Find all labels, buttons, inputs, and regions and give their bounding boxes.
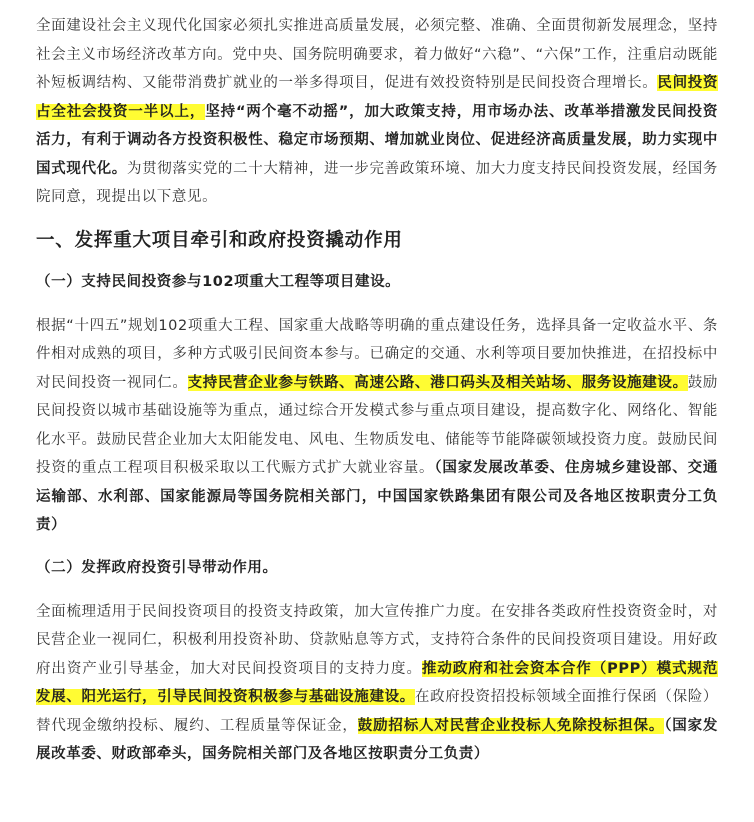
sub2-highlight-2: 鼓励招标人对民营企业投标人免除投标担保。 <box>357 717 665 734</box>
intro-highlight: 民间投资占全社会投资一半以上， <box>36 75 718 120</box>
intro-text-1: 全面建设社会主义现代化国家必须扎实推进高质量发展，必须完整、准确、全面贯彻新发展理念，坚持社会主义市场经济改革方向。党中央、国务院明确要求，着力做好“六稳”、“六保”工作，注重启动既能补短板调结构、又能带消费扩就业的一举多得项目，促进有效投资特别是民间投资合理增长。 <box>36 18 718 91</box>
sub2-text-2: 在政府投资招投标领域全面推行保函（保险）替代现金缴纳投标、履约、工程质量等保证金， <box>36 689 718 734</box>
section-1-heading: 一、发挥重大项目牵引和政府投资撬动作用 <box>36 229 403 251</box>
sub1-responsible-parties: （国家发展改革委、住房城乡建设部、交通运输部、水利部、国家能源局等国务院相关部门，中国国家铁路集团有限公司及各地区按职责分工负责） <box>36 460 718 533</box>
subsection-1-paragraph <box>36 312 718 540</box>
intro-bold: 坚持“两个毫不动摇”，加大政策支持，用市场办法、改革举措激发民间投资活力，有利于调动各方投资积极性、稳定市场预期、增加就业岗位、促进经济高质量发展，助力实现中国式现代化。 <box>36 103 718 177</box>
intro-paragraph <box>36 12 718 212</box>
subsection-1-heading: （一）支持民间投资参与102项重大工程等项目建设。 <box>36 273 401 290</box>
sub1-text-1: 根据“十四五”规划102项重大工程、国家重大战略等明确的重点建设任务，选择具备一定收益水平、条件相对成熟的项目，多种方式吸引民间资本参与。已确定的交通、水利等项目要加快推进，在招投标中对民间投资一视同仁。 <box>36 317 718 391</box>
sub1-highlight: 支持民营企业参与铁路、高速公路、港口码头及相关站场、服务设施建设。 <box>187 374 688 391</box>
sub2-highlight-1: 推动政府和社会资本合作（PPP）模式规范发展、阳光运行，引导民间投资积极参与基础设施建设。 <box>36 660 718 705</box>
sub1-text-2: 鼓励民间投资以城市基础设施等为重点，通过综合开发模式参与重点项目建设，提高数字化、网络化、智能化水平。鼓励民营企业加大太阳能发电、风电、生物质发电、储能等节能降碳领域投资力度。鼓励民间投资的重点工程项目积极采取以工代赈方式扩大就业容量。 <box>36 374 719 476</box>
subsection-2-heading: （二）发挥政府投资引导带动作用。 <box>36 559 278 576</box>
sub2-text-1: 全面梳理适用于民间投资项目的投资支持政策，加大宣传推广力度。在安排各类政府性投资资金时，对民营企业一视同仁，积极利用投资补助、贷款贴息等方式，支持符合条件的民间投资项目建设。用好政府出资产业引导基金，加大对民间投资项目的支持力度。 <box>36 603 718 677</box>
sub2-responsible-parties: （国家发展改革委、财政部牵头，国务院相关部门及各地区按职责分工负责） <box>36 717 719 762</box>
subsection-2-paragraph <box>36 598 718 769</box>
intro-text-2: 为贯彻落实党的二十大精神，进一步完善政策环境、加大力度支持民间投资发展，经国务院同意，现提出以下意见。 <box>36 160 718 205</box>
